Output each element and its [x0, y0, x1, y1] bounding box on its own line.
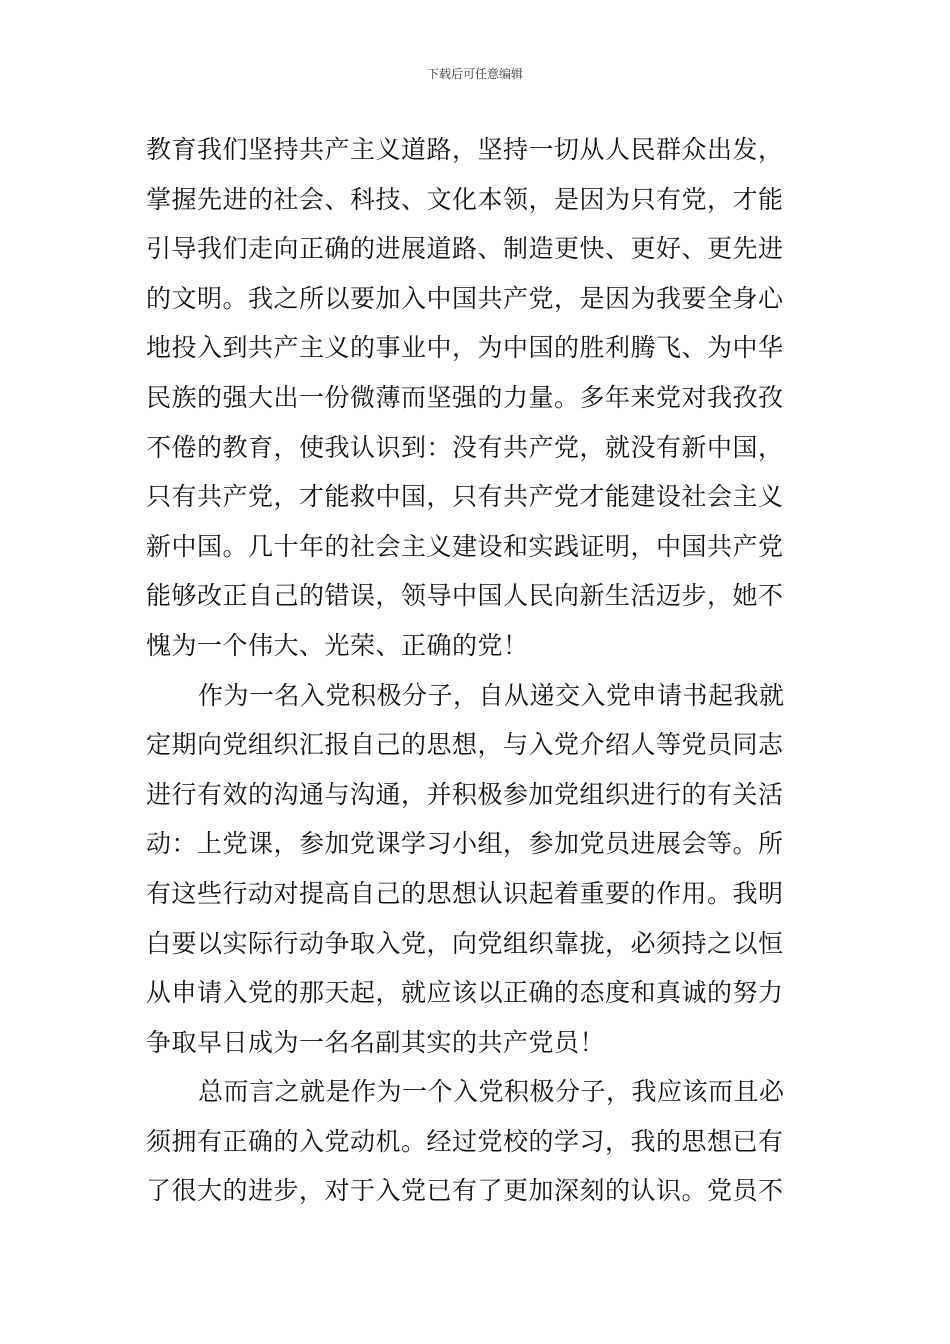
text-line: 了很大的进步，对于入党已有了更加深刻的认识。党员不: [146, 1176, 784, 1206]
page-header: 下载后可任意编辑: [426, 67, 523, 81]
text-line: 从申请入党的那天起，就应该以正确的态度和真诚的努力: [146, 978, 784, 1008]
text-line: 能够改正自己的错误，领导中国人民向新生活迈步，她不: [146, 581, 784, 611]
text-line: 不倦的教育，使我认识到：没有共产党，就没有新中国，: [146, 432, 784, 462]
text-line: 只有共产党，才能救中国，只有共产党才能建设社会主义: [146, 482, 784, 512]
text-line: 新中国。几十年的社会主义建设和实践证明，中国共产党: [146, 531, 784, 561]
text-line: 愧为一个伟大、光荣、正确的党！: [146, 630, 529, 660]
text-line: 民族的强大出一份微薄而坚强的力量。多年来党对我孜孜: [146, 382, 784, 412]
text-line: 须拥有正确的入党动机。经过党校的学习，我的思想已有: [146, 1126, 784, 1156]
paragraph-first-line: 作为一名入党积极分子，自从递交入党申请书起我就: [198, 680, 785, 710]
text-line: 有这些行动对提高自己的思想认识起着重要的作用。我明: [146, 878, 784, 908]
text-line: 进行有效的沟通与沟通，并积极参加党组织进行的有关活: [146, 779, 784, 809]
text-line: 动：上党课，参加党课学习小组，参加党员进展会等。所: [146, 829, 784, 859]
text-line: 掌握先进的社会、科技、文化本领，是因为只有党，才能: [146, 184, 784, 214]
text-line: 白要以实际行动争取入党，向党组织靠拢，必须持之以恒: [146, 928, 784, 958]
text-line: 引导我们走向正确的进展道路、制造更快、更好、更先进: [146, 234, 784, 264]
document-body: [146, 125, 816, 1216]
text-line: 定期向党组织汇报自己的思想，与入党介绍人等党员同志: [146, 730, 784, 760]
paragraph-first-line: 总而言之就是作为一个入党积极分子，我应该而且必: [198, 1077, 785, 1107]
text-line: 的文明。我之所以要加入中国共产党，是因为我要全身心: [146, 283, 784, 313]
text-line: 教育我们坚持共产主义道路，坚持一切从人民群众出发，: [146, 135, 784, 164]
text-line: 争取早日成为一名名副其实的共产党员！: [146, 1027, 606, 1057]
text-line: 地投入到共产主义的事业中，为中国的胜利腾飞、为中华: [146, 333, 784, 363]
